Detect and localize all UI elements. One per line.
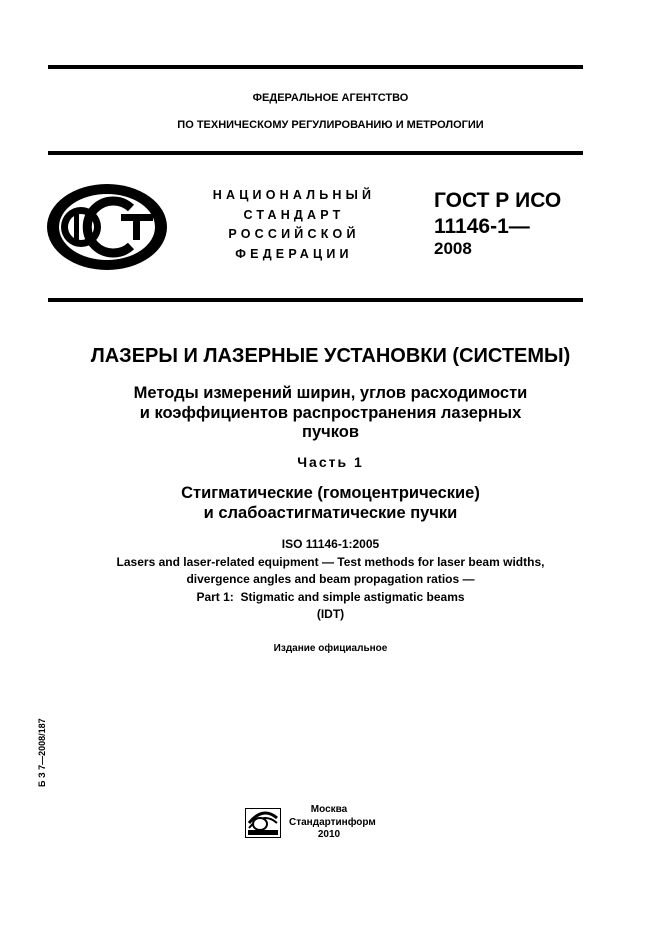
agency-line-1: ФЕДЕРАЛЬНОЕ АГЕНТСТВО (252, 92, 409, 104)
document-subtitle (0, 384, 661, 443)
publisher-city: Москва (310, 804, 348, 815)
publisher-name: Стандартинформ (289, 816, 376, 828)
standartinform-logo (245, 808, 281, 838)
part-number: Часть 1 (297, 454, 364, 470)
gost-r-logo (45, 182, 169, 272)
part-title-line-2: и слабоастигматические пучки (203, 503, 458, 522)
top-rule (48, 65, 583, 69)
national-line-4: ФЕДЕРАЦИИ (235, 246, 353, 261)
standard-code-line-2: 11146-1— (434, 215, 530, 238)
national-line-1: НАЦИОНАЛЬНЫЙ (212, 188, 376, 202)
publisher-block (289, 804, 376, 842)
middle-rule (48, 298, 583, 302)
iso-line-2: divergence angles and beam propagation ratios — (186, 572, 475, 586)
agency-line-2: ПО ТЕХНИЧЕСКОМУ РЕГУЛИРОВАНИЮ И МЕТРОЛОГИИ (177, 119, 484, 131)
subtitle-line-2: и коэффициентов распространения лазерных (139, 403, 522, 422)
iso-number: ISO 11146-1:2005 (281, 537, 380, 551)
standard-code-line-1: ГОСТ Р ИСО (434, 189, 562, 212)
edition-label: Издание официальное (273, 643, 388, 654)
national-standard-block (206, 186, 382, 264)
standard-code (434, 188, 561, 240)
iso-line-1: Lasers and laser-related equipment — Test methods for laser beam widths, (116, 554, 545, 569)
subtitle-line-1: Методы измерений ширин, углов расходимости (133, 384, 528, 402)
side-note: Б З 7—2008/187 (37, 718, 47, 787)
subtitle-line-3: пучков (302, 423, 359, 441)
header-rule (48, 151, 583, 155)
part-title-line-1: Стигматические (гомоцентрические) (181, 484, 480, 502)
document-title: ЛАЗЕРЫ И ЛАЗЕРНЫЕ УСТАНОВКИ (СИСТЕМЫ) (90, 345, 571, 367)
iso-line-4: (IDT) (316, 607, 345, 621)
publisher-year: 2010 (317, 829, 341, 840)
national-line-3: РОССИЙСКОЙ (228, 227, 360, 241)
part-title (0, 484, 661, 523)
standard-year: 2008 (434, 239, 472, 258)
national-line-2: СТАНДАРТ (243, 207, 345, 222)
iso-reference (0, 536, 661, 624)
iso-line-3: Part 1: Stigmatic and simple astigmatic beams (196, 589, 465, 604)
